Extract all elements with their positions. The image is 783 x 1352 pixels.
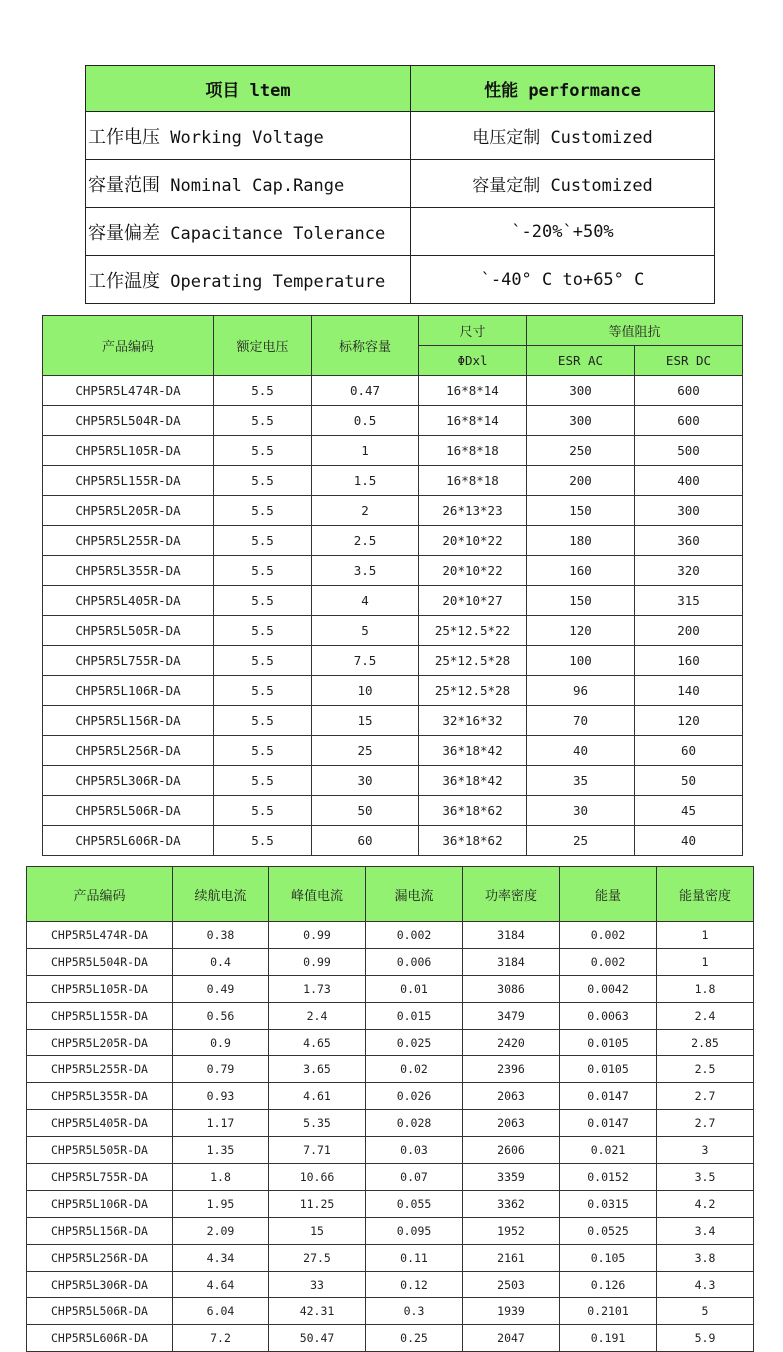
cell-code: CHP5R5L255R-DA: [27, 1056, 173, 1083]
cell-esr-ac: 96: [527, 676, 635, 706]
cell-esr-dc: 320: [635, 556, 743, 586]
table-row: [27, 1083, 754, 1110]
cell-esr-ac: 120: [527, 616, 635, 646]
cell-energy-density: 2.7: [657, 1083, 754, 1110]
cell-continuous-current: 1.8: [173, 1164, 269, 1191]
cell-energy-density: 5: [657, 1298, 754, 1325]
spec-value: `-40° C to+65° C: [411, 256, 715, 304]
cell-energy: 0.0152: [560, 1164, 657, 1191]
spec-header-performance: 性能 performance: [411, 66, 715, 112]
cell-voltage: 5.5: [214, 466, 312, 496]
cell-power-density: 2063: [463, 1110, 560, 1137]
cell-peak-current: 5.35: [269, 1110, 366, 1137]
header-esr-ac: ESR AC: [527, 346, 635, 376]
cell-leakage-current: 0.026: [366, 1083, 463, 1110]
header-peak-current: 峰值电流: [269, 867, 366, 922]
header-size: 尺寸: [419, 316, 527, 346]
cell-esr-dc: 600: [635, 376, 743, 406]
cell-power-density: 2503: [463, 1271, 560, 1298]
cell-power-density: 2396: [463, 1056, 560, 1083]
spec-item: [86, 256, 411, 304]
cell-leakage-current: 0.03: [366, 1137, 463, 1164]
cell-leakage-current: 0.12: [366, 1271, 463, 1298]
table-row: [27, 975, 754, 1002]
spec-item-cn: 工作电压: [88, 126, 160, 148]
cell-power-density: 3479: [463, 1002, 560, 1029]
cell-leakage-current: 0.095: [366, 1217, 463, 1244]
cell-esr-dc: 60: [635, 736, 743, 766]
cell-code: CHP5R5L506R-DA: [43, 796, 214, 826]
table-row: [43, 766, 743, 796]
header-code: 产品编码: [43, 316, 214, 376]
cell-power-density: 2420: [463, 1029, 560, 1056]
cell-voltage: 5.5: [214, 766, 312, 796]
cell-code: CHP5R5L504R-DA: [27, 948, 173, 975]
cell-energy: 0.0147: [560, 1083, 657, 1110]
cell-code: CHP5R5L405R-DA: [27, 1110, 173, 1137]
cell-energy: 0.0063: [560, 1002, 657, 1029]
cell-size: 16*8*18: [419, 436, 527, 466]
cell-peak-current: 50.47: [269, 1325, 366, 1352]
cell-code: CHP5R5L755R-DA: [43, 646, 214, 676]
table-row: [43, 406, 743, 436]
cell-capacity: 2: [312, 496, 419, 526]
cell-energy-density: 1: [657, 922, 754, 949]
spec-item-cn: 容量偏差: [88, 222, 160, 244]
cell-continuous-current: 1.17: [173, 1110, 269, 1137]
cell-code: CHP5R5L205R-DA: [27, 1029, 173, 1056]
table-row: [43, 796, 743, 826]
spec-item-en: Nominal Cap.Range: [170, 175, 345, 196]
cell-energy: 0.126: [560, 1271, 657, 1298]
cell-continuous-current: 0.56: [173, 1002, 269, 1029]
cell-capacity: 7.5: [312, 646, 419, 676]
cell-power-density: 3184: [463, 922, 560, 949]
cell-energy-density: 3.5: [657, 1164, 754, 1191]
cell-peak-current: 4.65: [269, 1029, 366, 1056]
header-leakage-current: 漏电流: [366, 867, 463, 922]
cell-peak-current: 10.66: [269, 1164, 366, 1191]
cell-capacity: 5: [312, 616, 419, 646]
cell-code: CHP5R5L506R-DA: [27, 1298, 173, 1325]
cell-voltage: 5.5: [214, 796, 312, 826]
cell-size: 32*16*32: [419, 706, 527, 736]
cell-leakage-current: 0.07: [366, 1164, 463, 1191]
cell-energy-density: 4.3: [657, 1271, 754, 1298]
table-row: [27, 1190, 754, 1217]
cell-esr-dc: 315: [635, 586, 743, 616]
cell-power-density: 3362: [463, 1190, 560, 1217]
spec-row: [86, 112, 715, 160]
cell-esr-ac: 150: [527, 496, 635, 526]
table-row: [27, 1271, 754, 1298]
cell-size: 36*18*42: [419, 736, 527, 766]
table-row: [43, 646, 743, 676]
cell-continuous-current: 0.93: [173, 1083, 269, 1110]
spec-row: [86, 256, 715, 304]
table-row: [27, 1056, 754, 1083]
cell-energy-density: 3: [657, 1137, 754, 1164]
cell-energy: 0.0147: [560, 1110, 657, 1137]
cell-size: 25*12.5*28: [419, 676, 527, 706]
cell-code: CHP5R5L355R-DA: [27, 1083, 173, 1110]
cell-peak-current: 15: [269, 1217, 366, 1244]
table-row: [27, 922, 754, 949]
cell-code: CHP5R5L106R-DA: [43, 676, 214, 706]
cell-energy: 0.2101: [560, 1298, 657, 1325]
cell-continuous-current: 0.4: [173, 948, 269, 975]
cell-leakage-current: 0.002: [366, 922, 463, 949]
cell-code: CHP5R5L474R-DA: [27, 922, 173, 949]
cell-size: 25*12.5*28: [419, 646, 527, 676]
cell-energy-density: 1: [657, 948, 754, 975]
cell-size: 36*18*62: [419, 796, 527, 826]
cell-code: CHP5R5L255R-DA: [43, 526, 214, 556]
cell-code: CHP5R5L355R-DA: [43, 556, 214, 586]
cell-peak-current: 0.99: [269, 948, 366, 975]
spec-value: 容量定制 Customized: [411, 160, 715, 208]
table-row: [43, 586, 743, 616]
cell-leakage-current: 0.02: [366, 1056, 463, 1083]
cell-power-density: 3184: [463, 948, 560, 975]
cell-code: CHP5R5L156R-DA: [27, 1217, 173, 1244]
cell-energy: 0.0525: [560, 1217, 657, 1244]
current-energy-table: [26, 866, 754, 1352]
cell-capacity: 30: [312, 766, 419, 796]
cell-continuous-current: 4.64: [173, 1271, 269, 1298]
spec-header-row: [86, 66, 715, 112]
cell-power-density: 1939: [463, 1298, 560, 1325]
cell-code: CHP5R5L205R-DA: [43, 496, 214, 526]
cell-power-density: 3359: [463, 1164, 560, 1191]
cell-energy: 0.0105: [560, 1056, 657, 1083]
cell-size: 16*8*14: [419, 406, 527, 436]
cell-energy: 0.002: [560, 922, 657, 949]
cell-continuous-current: 7.2: [173, 1325, 269, 1352]
size-header-row: [43, 316, 743, 346]
cell-esr-dc: 45: [635, 796, 743, 826]
spec-item-en: Capacitance Tolerance: [170, 223, 386, 244]
cell-capacity: 3.5: [312, 556, 419, 586]
cell-capacity: 50: [312, 796, 419, 826]
cell-esr-ac: 40: [527, 736, 635, 766]
cell-voltage: 5.5: [214, 496, 312, 526]
cell-peak-current: 11.25: [269, 1190, 366, 1217]
table-row: [43, 556, 743, 586]
cell-size: 36*18*42: [419, 766, 527, 796]
cell-voltage: 5.5: [214, 526, 312, 556]
cell-energy: 0.191: [560, 1325, 657, 1352]
cell-voltage: 5.5: [214, 586, 312, 616]
table-row: [27, 1110, 754, 1137]
cell-esr-ac: 250: [527, 436, 635, 466]
cell-esr-ac: 160: [527, 556, 635, 586]
header-capacity: 标称容量: [312, 316, 419, 376]
cell-capacity: 1.5: [312, 466, 419, 496]
spec-item: [86, 208, 411, 256]
header-energy-density: 能量密度: [657, 867, 754, 922]
cell-continuous-current: 0.49: [173, 975, 269, 1002]
cell-voltage: 5.5: [214, 736, 312, 766]
cell-continuous-current: 0.79: [173, 1056, 269, 1083]
header-code: 产品编码: [27, 867, 173, 922]
table-row: [43, 496, 743, 526]
table-row: [43, 616, 743, 646]
cell-esr-ac: 70: [527, 706, 635, 736]
cell-code: CHP5R5L256R-DA: [27, 1244, 173, 1271]
cell-peak-current: 42.31: [269, 1298, 366, 1325]
cell-code: CHP5R5L474R-DA: [43, 376, 214, 406]
cell-power-density: 1952: [463, 1217, 560, 1244]
cell-energy-density: 4.2: [657, 1190, 754, 1217]
cell-energy: 0.002: [560, 948, 657, 975]
cell-esr-ac: 180: [527, 526, 635, 556]
header-power-density: 功率密度: [463, 867, 560, 922]
cell-code: CHP5R5L256R-DA: [43, 736, 214, 766]
cell-voltage: 5.5: [214, 406, 312, 436]
cell-capacity: 10: [312, 676, 419, 706]
cell-esr-dc: 400: [635, 466, 743, 496]
cell-code: CHP5R5L155R-DA: [27, 1002, 173, 1029]
cell-continuous-current: 2.09: [173, 1217, 269, 1244]
table-row: [27, 1298, 754, 1325]
cell-leakage-current: 0.015: [366, 1002, 463, 1029]
cell-energy-density: 5.9: [657, 1325, 754, 1352]
cell-continuous-current: 6.04: [173, 1298, 269, 1325]
table-row: [43, 706, 743, 736]
spec-value: 电压定制 Customized: [411, 112, 715, 160]
table-row: [43, 676, 743, 706]
cell-energy: 0.021: [560, 1137, 657, 1164]
table-row: [27, 1217, 754, 1244]
table-row: [27, 1029, 754, 1056]
current-header-row: [27, 867, 754, 922]
cell-peak-current: 2.4: [269, 1002, 366, 1029]
spec-row: [86, 160, 715, 208]
cell-capacity: 1: [312, 436, 419, 466]
cell-leakage-current: 0.055: [366, 1190, 463, 1217]
cell-esr-ac: 35: [527, 766, 635, 796]
cell-leakage-current: 0.028: [366, 1110, 463, 1137]
cell-continuous-current: 0.9: [173, 1029, 269, 1056]
table-row: [43, 466, 743, 496]
header-esr: 等值阻抗: [527, 316, 743, 346]
cell-peak-current: 1.73: [269, 975, 366, 1002]
cell-energy-density: 2.7: [657, 1110, 754, 1137]
table-row: [43, 736, 743, 766]
cell-esr-dc: 160: [635, 646, 743, 676]
cell-energy: 0.0105: [560, 1029, 657, 1056]
cell-code: CHP5R5L306R-DA: [43, 766, 214, 796]
header-esr-dc: ESR DC: [635, 346, 743, 376]
cell-code: CHP5R5L405R-DA: [43, 586, 214, 616]
spec-item-en: Working Voltage: [170, 127, 324, 148]
cell-esr-dc: 600: [635, 406, 743, 436]
cell-leakage-current: 0.11: [366, 1244, 463, 1271]
cell-size: 26*13*23: [419, 496, 527, 526]
cell-energy: 0.0315: [560, 1190, 657, 1217]
cell-energy-density: 3.8: [657, 1244, 754, 1271]
cell-energy-density: 1.8: [657, 975, 754, 1002]
cell-peak-current: 27.5: [269, 1244, 366, 1271]
table-row: [43, 526, 743, 556]
cell-code: CHP5R5L105R-DA: [27, 975, 173, 1002]
spec-header-item: 项目 ltem: [86, 66, 411, 112]
cell-esr-dc: 40: [635, 826, 743, 856]
header-continuous-current: 续航电流: [173, 867, 269, 922]
cell-capacity: 0.47: [312, 376, 419, 406]
cell-power-density: 2606: [463, 1137, 560, 1164]
cell-code: CHP5R5L505R-DA: [43, 616, 214, 646]
cell-voltage: 5.5: [214, 826, 312, 856]
cell-esr-ac: 30: [527, 796, 635, 826]
cell-size: 36*18*62: [419, 826, 527, 856]
cell-code: CHP5R5L606R-DA: [43, 826, 214, 856]
table-row: [27, 1164, 754, 1191]
table-row: [43, 436, 743, 466]
cell-esr-ac: 100: [527, 646, 635, 676]
cell-voltage: 5.5: [214, 556, 312, 586]
cell-peak-current: 0.99: [269, 922, 366, 949]
cell-energy-density: 2.5: [657, 1056, 754, 1083]
cell-capacity: 25: [312, 736, 419, 766]
table-row: [27, 1002, 754, 1029]
table-row: [43, 376, 743, 406]
cell-energy-density: 2.85: [657, 1029, 754, 1056]
cell-continuous-current: 4.34: [173, 1244, 269, 1271]
cell-voltage: 5.5: [214, 376, 312, 406]
cell-voltage: 5.5: [214, 676, 312, 706]
cell-continuous-current: 1.95: [173, 1190, 269, 1217]
cell-power-density: 2047: [463, 1325, 560, 1352]
spec-value: `-20%`+50%: [411, 208, 715, 256]
spec-row: [86, 208, 715, 256]
cell-energy-density: 2.4: [657, 1002, 754, 1029]
cell-leakage-current: 0.3: [366, 1298, 463, 1325]
size-esr-table: [42, 315, 743, 856]
table-row: [27, 1137, 754, 1164]
cell-size: 16*8*18: [419, 466, 527, 496]
cell-capacity: 0.5: [312, 406, 419, 436]
header-voltage: 额定电压: [214, 316, 312, 376]
cell-continuous-current: 1.35: [173, 1137, 269, 1164]
table-row: [43, 826, 743, 856]
cell-energy: 0.0042: [560, 975, 657, 1002]
cell-esr-ac: 25: [527, 826, 635, 856]
cell-capacity: 60: [312, 826, 419, 856]
cell-voltage: 5.5: [214, 646, 312, 676]
cell-code: CHP5R5L505R-DA: [27, 1137, 173, 1164]
cell-voltage: 5.5: [214, 436, 312, 466]
cell-esr-dc: 500: [635, 436, 743, 466]
cell-size: 20*10*22: [419, 526, 527, 556]
cell-leakage-current: 0.01: [366, 975, 463, 1002]
cell-esr-dc: 50: [635, 766, 743, 796]
cell-code: CHP5R5L106R-DA: [27, 1190, 173, 1217]
table-row: [27, 1244, 754, 1271]
cell-code: CHP5R5L155R-DA: [43, 466, 214, 496]
cell-voltage: 5.5: [214, 706, 312, 736]
cell-power-density: 3086: [463, 975, 560, 1002]
cell-peak-current: 4.61: [269, 1083, 366, 1110]
cell-code: CHP5R5L156R-DA: [43, 706, 214, 736]
cell-code: CHP5R5L504R-DA: [43, 406, 214, 436]
spec-table: [85, 65, 715, 304]
cell-size: 20*10*22: [419, 556, 527, 586]
header-size-sub: ΦDxl: [419, 346, 527, 376]
spec-item-cn: 容量范围: [88, 174, 160, 196]
cell-capacity: 15: [312, 706, 419, 736]
cell-esr-ac: 150: [527, 586, 635, 616]
cell-esr-dc: 140: [635, 676, 743, 706]
cell-size: 25*12.5*22: [419, 616, 527, 646]
cell-esr-dc: 120: [635, 706, 743, 736]
cell-code: CHP5R5L606R-DA: [27, 1325, 173, 1352]
cell-capacity: 4: [312, 586, 419, 616]
cell-esr-dc: 300: [635, 496, 743, 526]
spec-item: [86, 112, 411, 160]
cell-code: CHP5R5L306R-DA: [27, 1271, 173, 1298]
cell-energy-density: 3.4: [657, 1217, 754, 1244]
cell-leakage-current: 0.025: [366, 1029, 463, 1056]
cell-esr-dc: 360: [635, 526, 743, 556]
spec-item: [86, 160, 411, 208]
cell-size: 16*8*14: [419, 376, 527, 406]
cell-leakage-current: 0.006: [366, 948, 463, 975]
cell-power-density: 2161: [463, 1244, 560, 1271]
cell-power-density: 2063: [463, 1083, 560, 1110]
spec-item-cn: 工作温度: [88, 270, 160, 292]
cell-voltage: 5.5: [214, 616, 312, 646]
cell-continuous-current: 0.38: [173, 922, 269, 949]
cell-peak-current: 33: [269, 1271, 366, 1298]
cell-size: 20*10*27: [419, 586, 527, 616]
spec-item-en: Operating Temperature: [170, 271, 386, 292]
cell-esr-dc: 200: [635, 616, 743, 646]
cell-capacity: 2.5: [312, 526, 419, 556]
cell-energy: 0.105: [560, 1244, 657, 1271]
cell-peak-current: 3.65: [269, 1056, 366, 1083]
cell-code: CHP5R5L755R-DA: [27, 1164, 173, 1191]
cell-peak-current: 7.71: [269, 1137, 366, 1164]
cell-esr-ac: 300: [527, 376, 635, 406]
table-row: [27, 948, 754, 975]
header-energy: 能量: [560, 867, 657, 922]
cell-code: CHP5R5L105R-DA: [43, 436, 214, 466]
cell-leakage-current: 0.25: [366, 1325, 463, 1352]
cell-esr-ac: 300: [527, 406, 635, 436]
cell-esr-ac: 200: [527, 466, 635, 496]
